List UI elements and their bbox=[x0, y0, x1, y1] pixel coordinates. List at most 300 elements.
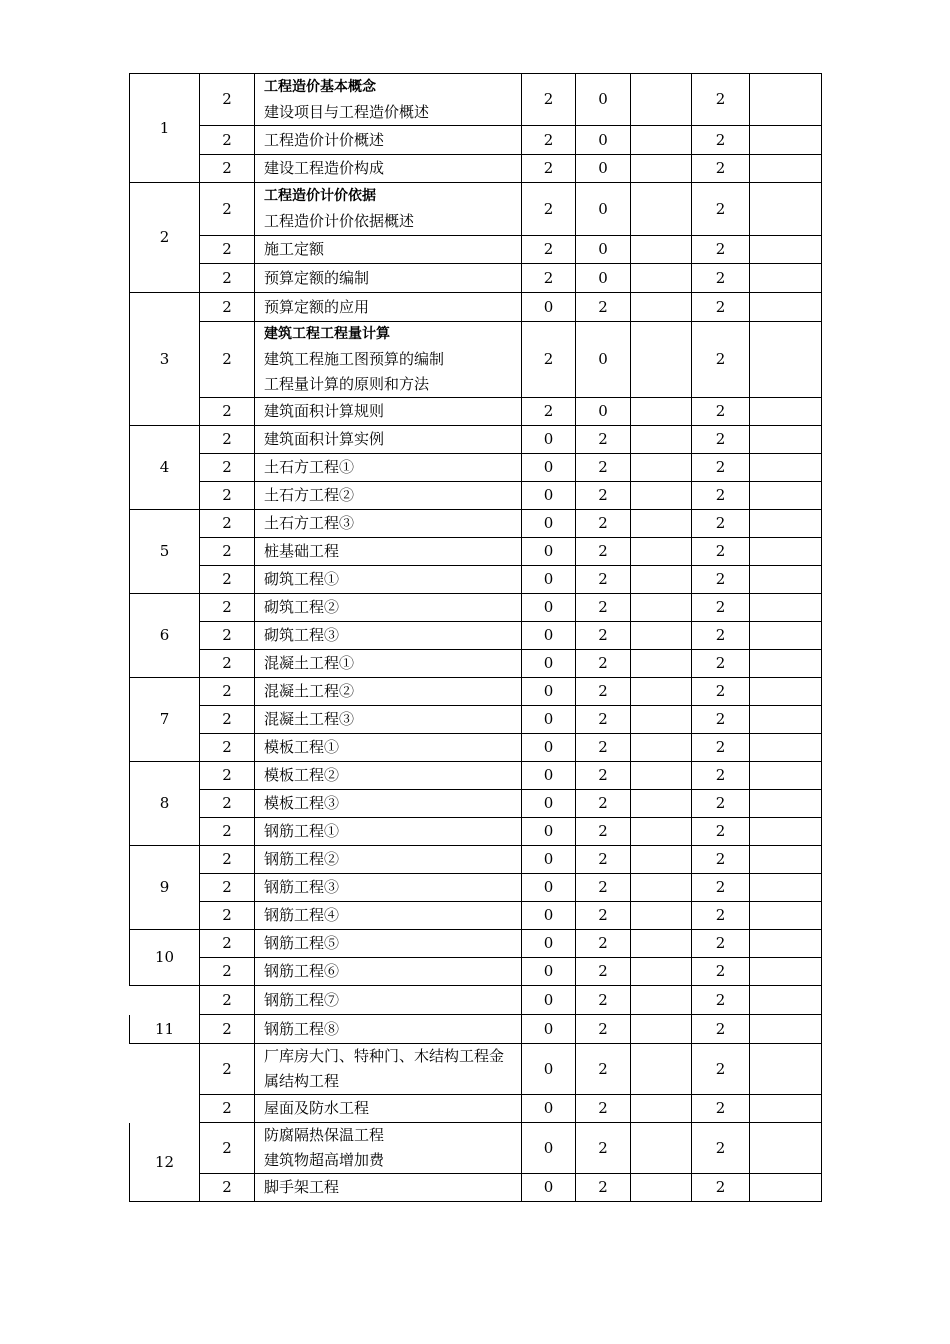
total-hours-cell: 2 bbox=[692, 1174, 750, 1202]
total-hours-cell: 2 bbox=[692, 74, 750, 126]
hours-cell: 2 bbox=[200, 1044, 255, 1095]
hours-cell: 2 bbox=[200, 236, 255, 264]
hours-cell: 2 bbox=[200, 426, 255, 454]
hours-cell: 2 bbox=[200, 930, 255, 958]
hours-cell: 2 bbox=[200, 846, 255, 874]
topic-line: 建筑面积计算规则 bbox=[264, 402, 385, 420]
note-cell bbox=[750, 986, 822, 1015]
note-cell bbox=[750, 1044, 822, 1095]
topic-line: 混凝土工程① bbox=[264, 654, 355, 672]
week-number-cell: 10 bbox=[130, 930, 200, 986]
hours-cell: 2 bbox=[200, 622, 255, 650]
topic-cell bbox=[255, 538, 522, 566]
topic-cell bbox=[255, 236, 522, 264]
topic-line: 工程造价计价概述 bbox=[264, 130, 385, 149]
topic-cell bbox=[255, 678, 522, 706]
lecture-hours-cell: 0 bbox=[522, 818, 576, 846]
lecture-hours-cell: 2 bbox=[522, 126, 576, 155]
note-cell bbox=[750, 293, 822, 322]
practice-hours-cell: 2 bbox=[576, 510, 631, 538]
week-number-cell: 8 bbox=[130, 762, 200, 846]
other-hours-cell bbox=[631, 74, 692, 126]
lecture-hours-cell: 0 bbox=[522, 902, 576, 930]
hours-cell: 2 bbox=[200, 594, 255, 622]
practice-hours-cell: 2 bbox=[576, 622, 631, 650]
practice-hours-cell: 2 bbox=[576, 678, 631, 706]
practice-hours-cell: 0 bbox=[576, 322, 631, 398]
topic-line: 预算定额的应用 bbox=[264, 297, 370, 316]
hours-cell: 2 bbox=[200, 986, 255, 1015]
topic-cell bbox=[255, 1095, 522, 1123]
other-hours-cell bbox=[631, 236, 692, 264]
practice-hours-cell: 2 bbox=[576, 454, 631, 482]
other-hours-cell bbox=[631, 790, 692, 818]
other-hours-cell bbox=[631, 183, 692, 236]
table-row bbox=[130, 594, 822, 622]
other-hours-cell bbox=[631, 510, 692, 538]
table-row bbox=[130, 398, 822, 426]
topic-cell bbox=[255, 846, 522, 874]
hours-cell: 2 bbox=[200, 1015, 255, 1044]
total-hours-cell: 2 bbox=[692, 1015, 750, 1044]
note-cell bbox=[750, 594, 822, 622]
topic-line: 土石方工程① bbox=[264, 458, 355, 476]
topic-line: 建筑面积计算实例 bbox=[264, 430, 385, 448]
total-hours-cell: 2 bbox=[692, 762, 750, 790]
total-hours-cell: 2 bbox=[692, 454, 750, 482]
table-row bbox=[130, 1174, 822, 1202]
table-row bbox=[130, 74, 822, 126]
practice-hours-cell: 2 bbox=[576, 426, 631, 454]
hours-cell: 2 bbox=[200, 293, 255, 322]
topic-line: 施工定额 bbox=[264, 240, 325, 258]
topic-cell bbox=[255, 322, 522, 398]
hours-cell: 2 bbox=[200, 510, 255, 538]
week-number-cell bbox=[130, 986, 200, 1015]
topic-line: 模板工程① bbox=[264, 738, 340, 756]
topic-line: 钢筋工程⑤ bbox=[264, 934, 340, 952]
lecture-hours-cell: 0 bbox=[522, 538, 576, 566]
other-hours-cell bbox=[631, 1123, 692, 1174]
lecture-hours-cell: 0 bbox=[522, 790, 576, 818]
week-number-cell: 4 bbox=[130, 426, 200, 510]
lecture-hours-cell: 0 bbox=[522, 594, 576, 622]
practice-hours-cell: 2 bbox=[576, 818, 631, 846]
lecture-hours-cell: 0 bbox=[522, 1015, 576, 1044]
topic-line: 钢筋工程③ bbox=[264, 878, 340, 896]
other-hours-cell bbox=[631, 650, 692, 678]
note-cell bbox=[750, 762, 822, 790]
table-row bbox=[130, 874, 822, 902]
practice-hours-cell: 2 bbox=[576, 538, 631, 566]
table-row bbox=[130, 762, 822, 790]
note-cell bbox=[750, 790, 822, 818]
topic-line: 建筑物超高增加费 bbox=[264, 1151, 385, 1169]
practice-hours-cell: 0 bbox=[576, 126, 631, 155]
topic-line: 土石方工程② bbox=[264, 486, 355, 504]
lecture-hours-cell: 0 bbox=[522, 874, 576, 902]
table-row bbox=[130, 454, 822, 482]
week-number-cell: 6 bbox=[130, 594, 200, 678]
hours-cell: 2 bbox=[200, 398, 255, 426]
hours-cell: 2 bbox=[200, 322, 255, 398]
hours-cell: 2 bbox=[200, 706, 255, 734]
hours-cell: 2 bbox=[200, 482, 255, 510]
practice-hours-cell: 0 bbox=[576, 236, 631, 264]
week-number-cell bbox=[130, 1044, 200, 1123]
topic-line: 脚手架工程 bbox=[264, 1178, 340, 1196]
note-cell bbox=[750, 510, 822, 538]
practice-hours-cell: 2 bbox=[576, 846, 631, 874]
other-hours-cell bbox=[631, 398, 692, 426]
practice-hours-cell: 2 bbox=[576, 958, 631, 986]
topic-cell bbox=[255, 126, 522, 155]
table-row bbox=[130, 846, 822, 874]
note-cell bbox=[750, 155, 822, 183]
note-cell bbox=[750, 74, 822, 126]
other-hours-cell bbox=[631, 1015, 692, 1044]
hours-cell: 2 bbox=[200, 74, 255, 126]
topic-line: 建设项目与工程造价概述 bbox=[264, 102, 430, 121]
note-cell bbox=[750, 706, 822, 734]
practice-hours-cell: 2 bbox=[576, 1015, 631, 1044]
table-row bbox=[130, 790, 822, 818]
note-cell bbox=[750, 398, 822, 426]
practice-hours-cell: 2 bbox=[576, 790, 631, 818]
note-cell bbox=[750, 1095, 822, 1123]
lecture-hours-cell: 0 bbox=[522, 482, 576, 510]
hours-cell: 2 bbox=[200, 126, 255, 155]
topic-line: 钢筋工程② bbox=[264, 850, 340, 868]
topic-cell bbox=[255, 566, 522, 594]
topic-line: 砌筑工程② bbox=[264, 598, 340, 616]
note-cell bbox=[750, 622, 822, 650]
topic-cell bbox=[255, 902, 522, 930]
total-hours-cell: 2 bbox=[692, 986, 750, 1015]
topic-cell bbox=[255, 183, 522, 236]
hours-cell: 2 bbox=[200, 566, 255, 594]
topic-line: 土石方工程③ bbox=[264, 514, 355, 532]
lecture-hours-cell: 0 bbox=[522, 706, 576, 734]
topic-cell bbox=[255, 958, 522, 986]
note-cell bbox=[750, 322, 822, 398]
note-cell bbox=[750, 1015, 822, 1044]
total-hours-cell: 2 bbox=[692, 1123, 750, 1174]
note-cell bbox=[750, 426, 822, 454]
schedule-body bbox=[130, 74, 822, 1202]
week-number-cell: 11 bbox=[130, 1015, 200, 1044]
week-number-cell: 2 bbox=[130, 183, 200, 293]
hours-cell: 2 bbox=[200, 762, 255, 790]
topic-cell bbox=[255, 818, 522, 846]
topic-line: 预算定额的编制 bbox=[264, 268, 370, 287]
table-row bbox=[130, 293, 822, 322]
hours-cell: 2 bbox=[200, 1123, 255, 1174]
other-hours-cell bbox=[631, 594, 692, 622]
practice-hours-cell: 2 bbox=[576, 902, 631, 930]
lecture-hours-cell: 2 bbox=[522, 322, 576, 398]
topic-line: 屋面及防水工程 bbox=[264, 1099, 370, 1117]
week-number-cell: 3 bbox=[130, 293, 200, 426]
practice-hours-cell: 0 bbox=[576, 155, 631, 183]
other-hours-cell bbox=[631, 986, 692, 1015]
lecture-hours-cell: 2 bbox=[522, 183, 576, 236]
other-hours-cell bbox=[631, 426, 692, 454]
topic-line: 钢筋工程⑥ bbox=[264, 962, 340, 980]
total-hours-cell: 2 bbox=[692, 126, 750, 155]
other-hours-cell bbox=[631, 1044, 692, 1095]
table-row bbox=[130, 264, 822, 293]
note-cell bbox=[750, 818, 822, 846]
other-hours-cell bbox=[631, 958, 692, 986]
lecture-hours-cell: 2 bbox=[522, 264, 576, 293]
topic-cell bbox=[255, 650, 522, 678]
note-cell bbox=[750, 236, 822, 264]
other-hours-cell bbox=[631, 322, 692, 398]
topic-cell bbox=[255, 622, 522, 650]
topic-cell bbox=[255, 594, 522, 622]
note-cell bbox=[750, 734, 822, 762]
other-hours-cell bbox=[631, 293, 692, 322]
table-row bbox=[130, 1015, 822, 1044]
topic-cell bbox=[255, 874, 522, 902]
topic-cell bbox=[255, 986, 522, 1015]
topic-cell bbox=[255, 1044, 522, 1095]
hours-cell: 2 bbox=[200, 1174, 255, 1202]
practice-hours-cell: 2 bbox=[576, 1044, 631, 1095]
other-hours-cell bbox=[631, 1174, 692, 1202]
table-row bbox=[130, 566, 822, 594]
topic-cell bbox=[255, 264, 522, 293]
topic-line: 混凝土工程③ bbox=[264, 710, 355, 728]
table-row bbox=[130, 734, 822, 762]
lecture-hours-cell: 0 bbox=[522, 566, 576, 594]
topic-cell bbox=[255, 1015, 522, 1044]
other-hours-cell bbox=[631, 155, 692, 183]
table-row bbox=[130, 1095, 822, 1123]
table-row bbox=[130, 426, 822, 454]
note-cell bbox=[750, 126, 822, 155]
chapter-title: 工程造价计价依据 bbox=[264, 188, 376, 204]
week-number-cell: 7 bbox=[130, 678, 200, 762]
table-row bbox=[130, 706, 822, 734]
lecture-hours-cell: 0 bbox=[522, 846, 576, 874]
lecture-hours-cell: 0 bbox=[522, 1174, 576, 1202]
topic-cell bbox=[255, 762, 522, 790]
other-hours-cell bbox=[631, 482, 692, 510]
total-hours-cell: 2 bbox=[692, 155, 750, 183]
total-hours-cell: 2 bbox=[692, 510, 750, 538]
table-row bbox=[130, 482, 822, 510]
table-row bbox=[130, 622, 822, 650]
table-row bbox=[130, 1123, 822, 1174]
chapter-title: 工程造价基本概念 bbox=[264, 78, 376, 95]
hours-cell: 2 bbox=[200, 1095, 255, 1123]
other-hours-cell bbox=[631, 126, 692, 155]
note-cell bbox=[750, 264, 822, 293]
other-hours-cell bbox=[631, 678, 692, 706]
chapter-title: 建筑工程工程量计算 bbox=[264, 326, 390, 342]
topic-line: 模板工程③ bbox=[264, 794, 340, 812]
lecture-hours-cell: 0 bbox=[522, 958, 576, 986]
lecture-hours-cell: 2 bbox=[522, 155, 576, 183]
table-row bbox=[130, 930, 822, 958]
total-hours-cell: 2 bbox=[692, 566, 750, 594]
practice-hours-cell: 0 bbox=[576, 398, 631, 426]
topic-cell bbox=[255, 734, 522, 762]
table-row bbox=[130, 155, 822, 183]
hours-cell: 2 bbox=[200, 155, 255, 183]
table-row bbox=[130, 818, 822, 846]
total-hours-cell: 2 bbox=[692, 1095, 750, 1123]
topic-cell bbox=[255, 398, 522, 426]
note-cell bbox=[750, 874, 822, 902]
note-cell bbox=[750, 454, 822, 482]
topic-line: 混凝土工程② bbox=[264, 682, 355, 700]
practice-hours-cell: 2 bbox=[576, 930, 631, 958]
topic-line: 砌筑工程③ bbox=[264, 626, 340, 644]
topic-line: 建设工程造价构成 bbox=[264, 159, 385, 177]
note-cell bbox=[750, 846, 822, 874]
practice-hours-cell: 2 bbox=[576, 594, 631, 622]
lecture-hours-cell: 0 bbox=[522, 622, 576, 650]
table-row bbox=[130, 183, 822, 236]
hours-cell: 2 bbox=[200, 790, 255, 818]
practice-hours-cell: 0 bbox=[576, 183, 631, 236]
note-cell bbox=[750, 482, 822, 510]
note-cell bbox=[750, 183, 822, 236]
table-row bbox=[130, 236, 822, 264]
week-number-cell: 12 bbox=[130, 1123, 200, 1202]
note-cell bbox=[750, 1123, 822, 1174]
lecture-hours-cell: 0 bbox=[522, 1123, 576, 1174]
lecture-hours-cell: 0 bbox=[522, 454, 576, 482]
total-hours-cell: 2 bbox=[692, 958, 750, 986]
lecture-hours-cell: 0 bbox=[522, 426, 576, 454]
lecture-hours-cell: 0 bbox=[522, 1095, 576, 1123]
topic-line: 钢筋工程④ bbox=[264, 906, 340, 924]
topic-line: 模板工程② bbox=[264, 766, 340, 784]
topic-line: 厂库房大门、特种门、木结构工程金属结构工程 bbox=[264, 1047, 505, 1090]
other-hours-cell bbox=[631, 454, 692, 482]
topic-cell bbox=[255, 426, 522, 454]
other-hours-cell bbox=[631, 1095, 692, 1123]
other-hours-cell bbox=[631, 734, 692, 762]
total-hours-cell: 2 bbox=[692, 650, 750, 678]
course-schedule-table bbox=[129, 73, 822, 1202]
hours-cell: 2 bbox=[200, 678, 255, 706]
other-hours-cell bbox=[631, 930, 692, 958]
practice-hours-cell: 0 bbox=[576, 74, 631, 126]
topic-cell bbox=[255, 930, 522, 958]
lecture-hours-cell: 2 bbox=[522, 236, 576, 264]
week-number-cell: 1 bbox=[130, 74, 200, 183]
other-hours-cell bbox=[631, 846, 692, 874]
total-hours-cell: 2 bbox=[692, 398, 750, 426]
topic-line: 建筑工程施工图预算的编制 bbox=[264, 350, 445, 368]
practice-hours-cell: 2 bbox=[576, 706, 631, 734]
other-hours-cell bbox=[631, 538, 692, 566]
total-hours-cell: 2 bbox=[692, 264, 750, 293]
practice-hours-cell: 2 bbox=[576, 1174, 631, 1202]
note-cell bbox=[750, 930, 822, 958]
practice-hours-cell: 2 bbox=[576, 874, 631, 902]
total-hours-cell: 2 bbox=[692, 846, 750, 874]
note-cell bbox=[750, 566, 822, 594]
topic-cell bbox=[255, 74, 522, 126]
topic-cell bbox=[255, 706, 522, 734]
topic-line: 工程量计算的原则和方法 bbox=[264, 375, 430, 393]
hours-cell: 2 bbox=[200, 538, 255, 566]
week-number-cell: 5 bbox=[130, 510, 200, 594]
table-row bbox=[130, 958, 822, 986]
total-hours-cell: 2 bbox=[692, 538, 750, 566]
table-row bbox=[130, 986, 822, 1015]
hours-cell: 2 bbox=[200, 454, 255, 482]
other-hours-cell bbox=[631, 622, 692, 650]
table-row bbox=[130, 650, 822, 678]
table-row bbox=[130, 510, 822, 538]
practice-hours-cell: 2 bbox=[576, 734, 631, 762]
table-row bbox=[130, 678, 822, 706]
other-hours-cell bbox=[631, 874, 692, 902]
lecture-hours-cell: 0 bbox=[522, 510, 576, 538]
total-hours-cell: 2 bbox=[692, 236, 750, 264]
total-hours-cell: 2 bbox=[692, 183, 750, 236]
topic-cell bbox=[255, 482, 522, 510]
hours-cell: 2 bbox=[200, 902, 255, 930]
lecture-hours-cell: 0 bbox=[522, 1044, 576, 1095]
table-row bbox=[130, 902, 822, 930]
practice-hours-cell: 2 bbox=[576, 986, 631, 1015]
other-hours-cell bbox=[631, 566, 692, 594]
lecture-hours-cell: 0 bbox=[522, 930, 576, 958]
lecture-hours-cell: 2 bbox=[522, 74, 576, 126]
hours-cell: 2 bbox=[200, 264, 255, 293]
topic-cell bbox=[255, 293, 522, 322]
practice-hours-cell: 2 bbox=[576, 762, 631, 790]
table-row bbox=[130, 126, 822, 155]
total-hours-cell: 2 bbox=[692, 902, 750, 930]
note-cell bbox=[750, 538, 822, 566]
total-hours-cell: 2 bbox=[692, 874, 750, 902]
practice-hours-cell: 2 bbox=[576, 650, 631, 678]
table-row bbox=[130, 538, 822, 566]
topic-line: 钢筋工程⑧ bbox=[264, 1019, 340, 1038]
topic-cell bbox=[255, 155, 522, 183]
total-hours-cell: 2 bbox=[692, 426, 750, 454]
other-hours-cell bbox=[631, 818, 692, 846]
practice-hours-cell: 2 bbox=[576, 1123, 631, 1174]
total-hours-cell: 2 bbox=[692, 482, 750, 510]
table-row bbox=[130, 1044, 822, 1095]
practice-hours-cell: 2 bbox=[576, 1095, 631, 1123]
other-hours-cell bbox=[631, 706, 692, 734]
practice-hours-cell: 2 bbox=[576, 566, 631, 594]
total-hours-cell: 2 bbox=[692, 734, 750, 762]
lecture-hours-cell: 0 bbox=[522, 678, 576, 706]
week-number-cell: 9 bbox=[130, 846, 200, 930]
practice-hours-cell: 0 bbox=[576, 264, 631, 293]
total-hours-cell: 2 bbox=[692, 1044, 750, 1095]
hours-cell: 2 bbox=[200, 650, 255, 678]
lecture-hours-cell: 0 bbox=[522, 650, 576, 678]
total-hours-cell: 2 bbox=[692, 790, 750, 818]
topic-cell bbox=[255, 1123, 522, 1174]
topic-cell bbox=[255, 454, 522, 482]
topic-line: 砌筑工程① bbox=[264, 570, 340, 588]
total-hours-cell: 2 bbox=[692, 594, 750, 622]
